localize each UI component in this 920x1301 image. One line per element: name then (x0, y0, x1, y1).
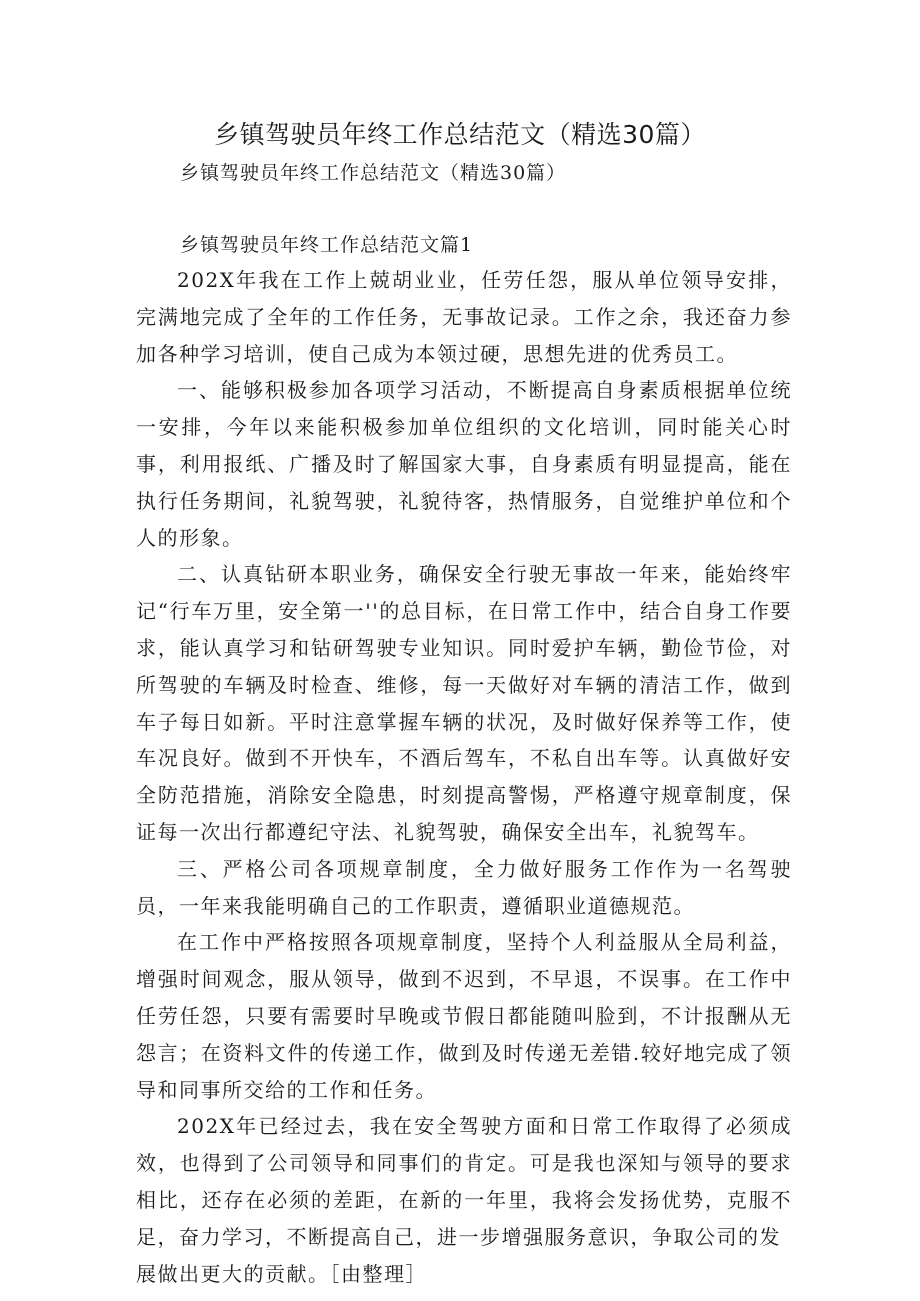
closing-line: 展做出更大的贡献。［由整理］ (136, 1261, 427, 1286)
paragraph: 202X年我在工作上兢胡业业，任劳任怨，服从单位领导安排，完满地完成了全年的工作任务，无事故记录。工作之余，我还奋力参加各种学习培训，使自己成为本领过硬，思想先进的优秀员工。 (136, 268, 792, 366)
paragraph: 一、能够积极参加各项学习活动，不断提高自身素质根据单位统一安排，今年以来能积极参加单位组织的文化培训，同时能关心时事，利用报纸、广播及时了解国家大事，自身素质有明显提高，能在执行任务期间，礼貌驾驶，礼貌待客，热情服务，自觉维护单位和个人的形象。 (136, 378, 792, 550)
paragraph: 在工作中严格按照各项规章制度，坚持个人利益服从全局利益，增强时间观念，服从领导，做到不迟到，不早退，不误事。在工作中任劳任怨，只要有需要时早晚或节假日都能随叫脸到，不计报酬从无怨言；在资料文件的传递工作，做到及时传递无差错.较好地完成了领导和同事所交给的工作和任务。 (136, 930, 792, 1102)
document-body (136, 262, 792, 1292)
paragraph: 202X年已经过去，我在安全驾驶方面和日常工作取得了必须成效，也得到了公司领导和同事们的肯定。可是我也深知与领导的要求相比，还存在必须的差距，在新的一年里，我将会发扬优势，克服不足，奋力学习，不断提高自己，进一步增强服务意识，争取公司的发 (136, 1114, 792, 1249)
document-subtitle: 乡镇驾驶员年终工作总结范文（精选30篇） (180, 162, 567, 184)
paragraph: 三、严格公司各项规章制度，全力做好服务工作作为一名驾驶员，一年来我能明确自己的工作职责，遵循职业道德规范。 (136, 856, 792, 918)
paragraph: 二、认真钻研本职业务，确保安全行驶无事故一年来，能始终牢记“行车万里，安全第一''的总目标，在日常工作中，结合自身工作要求，能认真学习和钻研驾驶专业知识。同时爱护车辆，勤俭节俭，对所驾驶的车辆及时检查、维修，每一天做好对车辆的清洁工作，做到车子每日如新。平时注意掌握车辆的状况，及时做好保养等工作，使车况良好。做到不开快车，不酒后驾车，不私自出车等。认真做好安全防范措施，消除安全隐患，时刻提高警惕，严格遵守规章制度，保证每一次出行都遵纪守法、礼貌驾驶，确保安全出车，礼貌驾车。 (136, 562, 792, 844)
document-title: 乡镇驾驶员年终工作总结范文（精选30篇） (214, 120, 706, 149)
section-heading: 乡镇驾驶员年终工作总结范文篇1 (180, 234, 474, 256)
